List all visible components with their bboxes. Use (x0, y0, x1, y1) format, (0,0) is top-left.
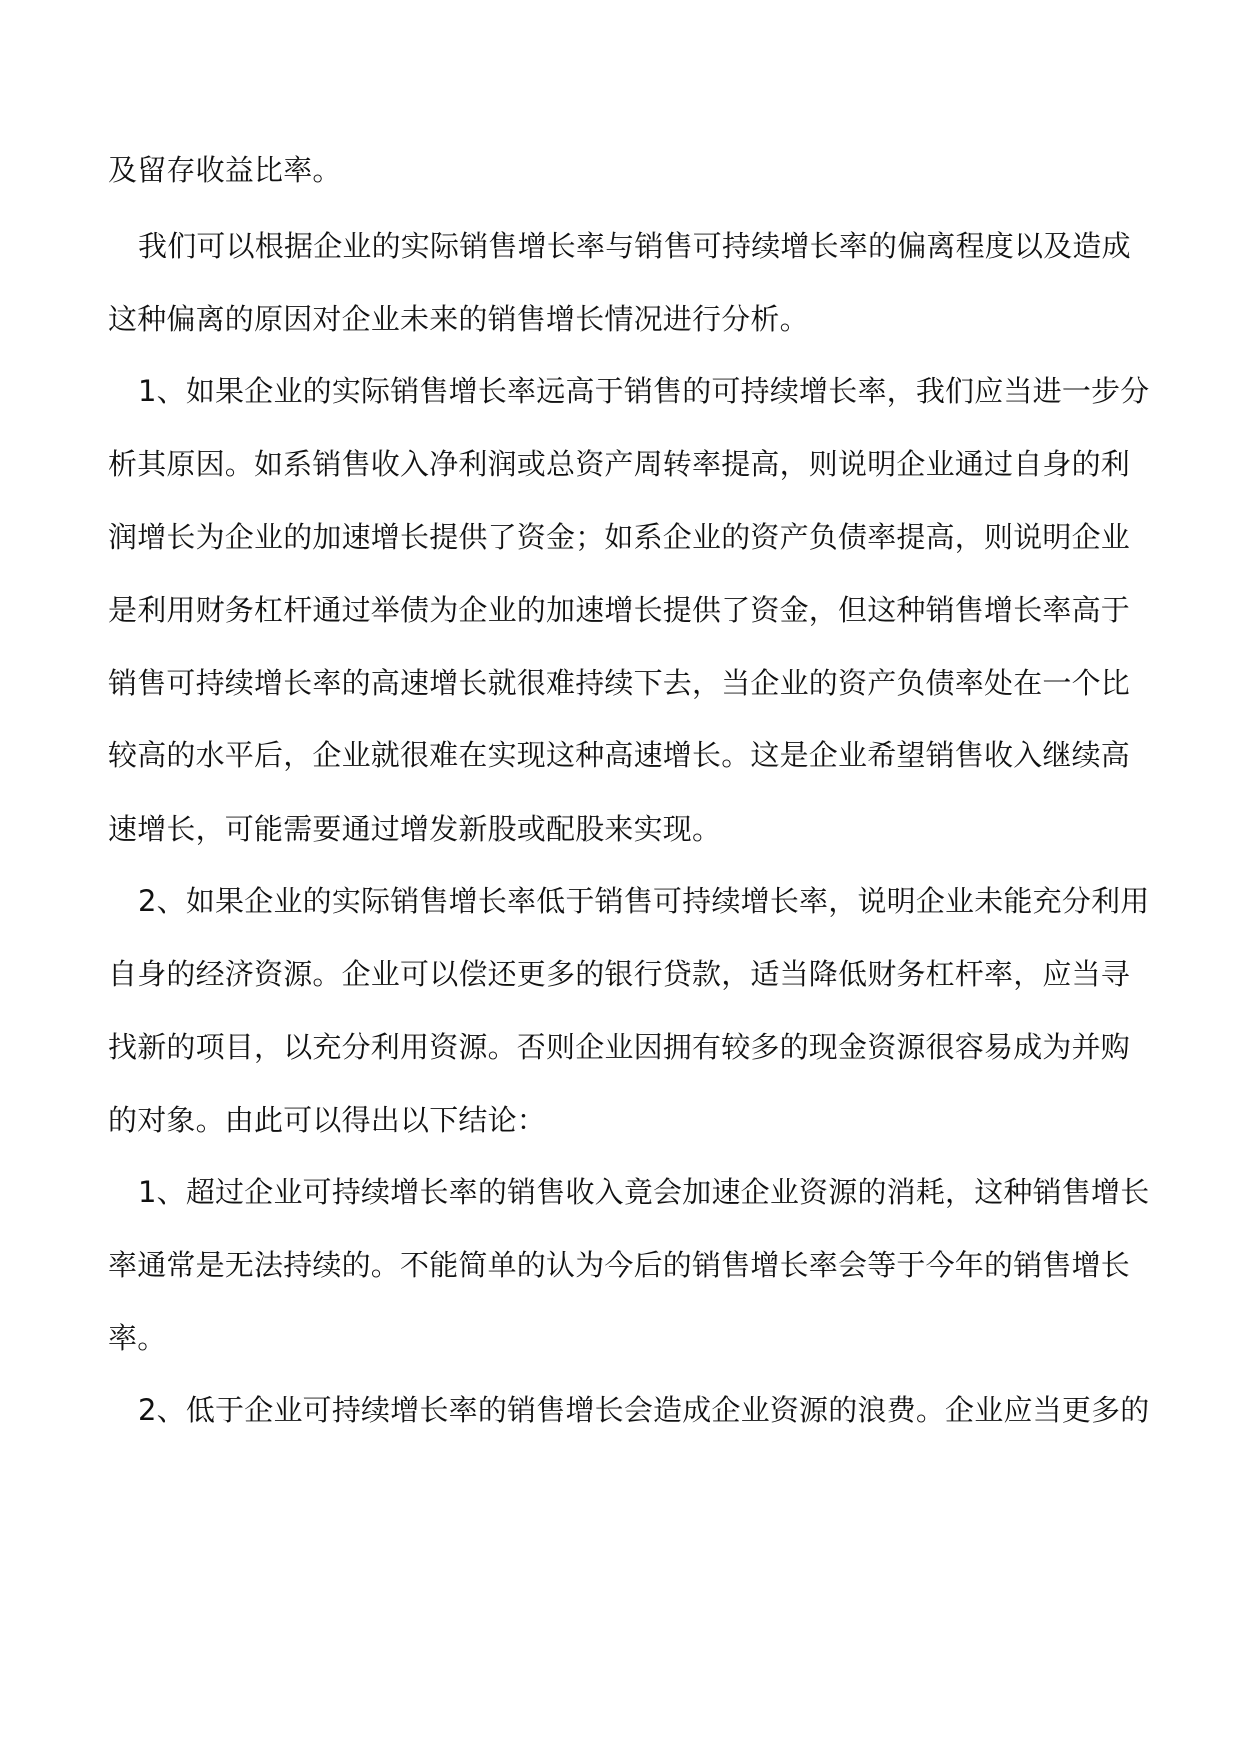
text-line: 率。 (108, 1321, 167, 1355)
text-line: 及留存收益比率。 (108, 153, 342, 187)
text-line: 销售可持续增长率的高速增长就很难持续下去，当企业的资产负债率处在一个比 (108, 666, 1131, 700)
text-line: 2、如果企业的实际销售增长率低于销售可持续增长率，说明企业未能充分利用 (138, 884, 1150, 918)
text-line: 析其原因。如系销售收入净利润或总资产周转率提高，则说明企业通过自身的利 (108, 447, 1131, 481)
text-line: 我们可以根据企业的实际销售增长率与销售可持续增长率的偏离程度以及造成 (138, 229, 1131, 263)
text-line: 1、如果企业的实际销售增长率远高于销售的可持续增长率，我们应当进一步分 (138, 374, 1150, 408)
text-line: 是利用财务杠杆通过举债为企业的加速增长提供了资金，但这种销售增长率高于 (108, 593, 1131, 627)
text-line: 率通常是无法持续的。不能简单的认为今后的销售增长率会等于今年的销售增长 (108, 1248, 1131, 1282)
text-line: 1、超过企业可持续增长率的销售收入竟会加速企业资源的消耗，这种销售增长 (138, 1175, 1150, 1209)
text-line: 速增长，可能需要通过增发新股或配股来实现。 (108, 812, 722, 846)
text-line: 的对象。由此可以得出以下结论： (108, 1103, 547, 1137)
text-line: 较高的水平后，企业就很难在实现这种高速增长。这是企业希望销售收入继续高 (108, 738, 1131, 772)
text-line: 这种偏离的原因对企业未来的销售增长情况进行分析。 (108, 302, 809, 336)
text-line: 润增长为企业的加速增长提供了资金；如系企业的资产负债率提高，则说明企业 (108, 520, 1131, 554)
text-line: 找新的项目，以充分利用资源。否则企业因拥有较多的现金资源很容易成为并购 (108, 1030, 1131, 1064)
text-line: 自身的经济资源。企业可以偿还更多的银行贷款，适当降低财务杠杆率，应当寻 (108, 957, 1131, 991)
text-line: 2、低于企业可持续增长率的销售增长会造成企业资源的浪费。企业应当更多的 (138, 1393, 1150, 1427)
